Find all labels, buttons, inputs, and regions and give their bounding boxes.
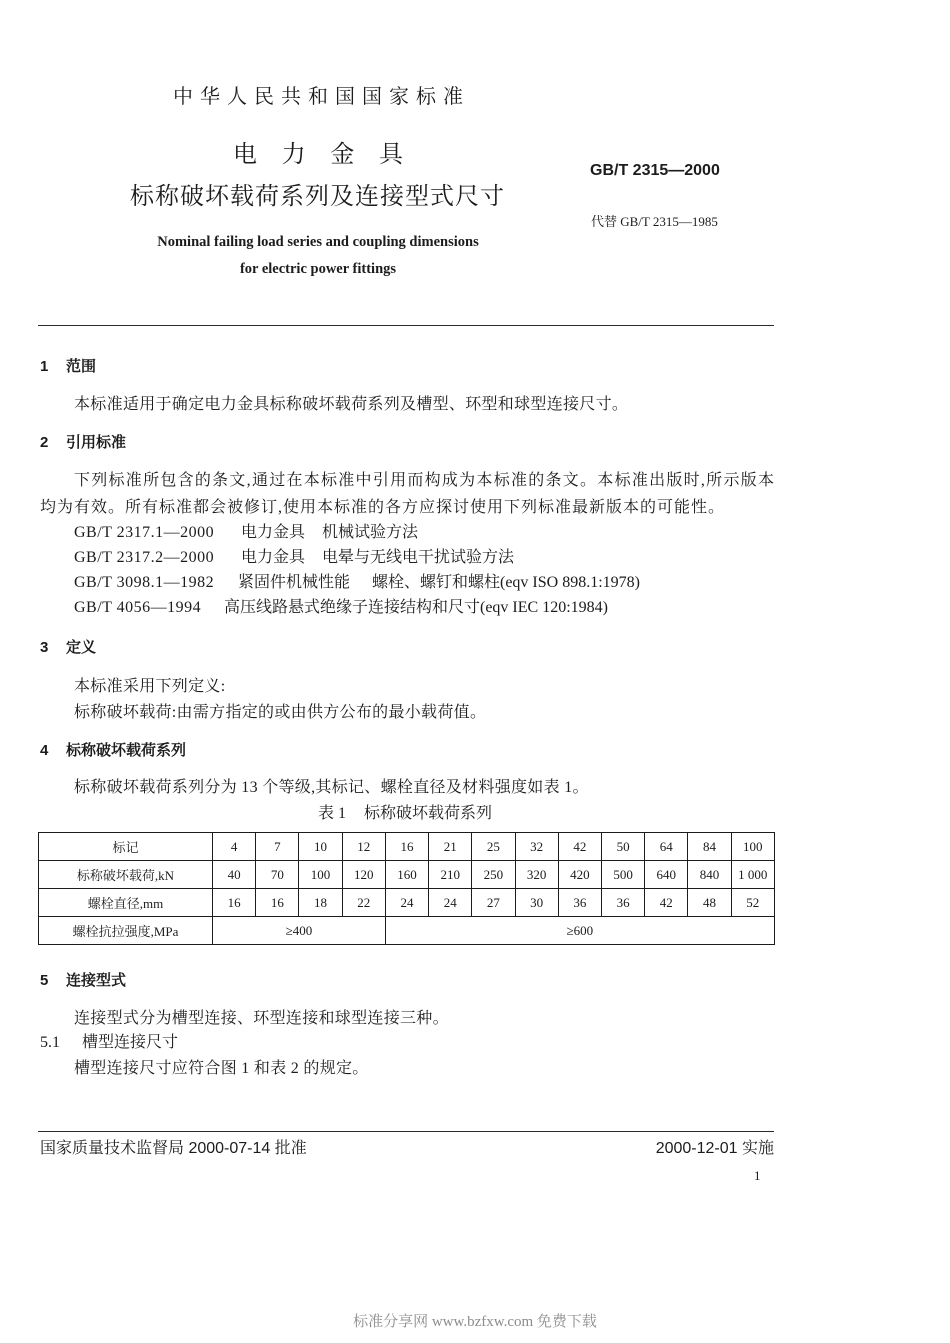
section-number: 1 — [40, 358, 49, 375]
section-number: 3 — [40, 639, 49, 656]
page-number: 1 — [754, 1168, 761, 1183]
section-1-heading — [40, 357, 97, 377]
subsection-number: 5.1 — [40, 1034, 60, 1051]
reference-item — [0, 573, 800, 593]
table-cell: 120 — [342, 861, 385, 889]
table-cell: 21 — [429, 833, 472, 861]
table-cell: 24 — [429, 889, 472, 917]
reference-subject: 电晕与无线电干扰试验方法 — [322, 549, 515, 566]
title-en-line2: for electric power fittings — [239, 261, 397, 277]
row-label: 标称破坏载荷,kN — [39, 861, 213, 889]
table-cell: 10 — [299, 833, 342, 861]
table-cell: ≥600 — [385, 917, 774, 945]
reference-code: GB/T 2317.2—2000 — [74, 549, 215, 566]
reference-code: GB/T 3098.1—1982 — [74, 574, 215, 591]
table-cell: 64 — [645, 833, 688, 861]
reference-name: 电力金具 — [241, 524, 306, 541]
approval-statement: 国家质量技术监督局 2000-07-14 批准 — [40, 1140, 307, 1157]
reference-code: GB/T 4056—1994 — [74, 599, 202, 616]
section-4-text: 标称破坏载荷系列分为 13 个等级,其标记、螺栓直径及材料强度如表 1。 — [74, 779, 589, 796]
table-cell: 50 — [601, 833, 644, 861]
implementation-date: 2000-12-01 实施 — [655, 1140, 774, 1157]
section-4-heading — [40, 741, 187, 761]
row-label: 螺栓直径,mm — [39, 889, 213, 917]
table-cell: 640 — [645, 861, 688, 889]
table-cell: 500 — [601, 861, 644, 889]
subsection-5-1-text: 槽型连接尺寸应符合图 1 和表 2 的规定。 — [74, 1060, 369, 1077]
table-cell: 210 — [429, 861, 472, 889]
definition-text: 标称破坏载荷:由需方指定的或由供方公布的最小载荷值。 — [74, 704, 487, 721]
table-cell: 16 — [256, 889, 299, 917]
table-row — [39, 917, 775, 945]
reference-name: 紧固件机械性能 — [238, 574, 351, 591]
section-title: 标称破坏载荷系列 — [66, 742, 187, 759]
table-cell: 12 — [342, 833, 385, 861]
reference-item — [0, 598, 800, 618]
table-cell: 52 — [731, 889, 774, 917]
section-title: 范围 — [66, 358, 97, 375]
section-number: 2 — [40, 434, 49, 451]
table-cell: 420 — [558, 861, 601, 889]
row-label: 螺栓抗拉强度,MPa — [39, 917, 213, 945]
table-cell: 30 — [515, 889, 558, 917]
table-cell: 36 — [558, 889, 601, 917]
table-cell: 84 — [688, 833, 731, 861]
standard-type: 中华人民共和国国家标准 — [173, 86, 470, 108]
table-cell: 70 — [256, 861, 299, 889]
table-cell: 7 — [256, 833, 299, 861]
section-5-text: 连接型式分为槽型连接、环型连接和球型连接三种。 — [74, 1010, 449, 1027]
section-5-heading — [40, 971, 127, 991]
table-cell: 160 — [385, 861, 428, 889]
table-caption — [318, 804, 492, 824]
table-cell: 32 — [515, 833, 558, 861]
title-cn-line1: 电 力 金 具 — [232, 141, 412, 168]
section-1-text: 本标准适用于确定电力金具标称破坏载荷系列及槽型、环型和球型连接尺寸。 — [74, 396, 629, 413]
watermark: 标准分享网 www.bzfxw.com 免费下载 — [353, 1314, 597, 1330]
load-series-table — [38, 832, 775, 945]
reference-name: 高压线路悬式绝缘子连接结构和尺寸(eqv IEC 120:1984) — [224, 599, 608, 616]
table-cell: 42 — [558, 833, 601, 861]
table-cell: 40 — [213, 861, 256, 889]
table-cell: 100 — [731, 833, 774, 861]
table-cell: 16 — [385, 833, 428, 861]
reference-subject: 机械试验方法 — [322, 524, 419, 541]
section-2-heading — [40, 433, 127, 453]
footer-divider — [38, 1131, 774, 1132]
table-cell: 48 — [688, 889, 731, 917]
table-cell: 320 — [515, 861, 558, 889]
subsection-title: 槽型连接尺寸 — [82, 1034, 179, 1051]
title-en-line1: Nominal failing load series and coupling dimensions — [157, 234, 479, 250]
table-cell: 42 — [645, 889, 688, 917]
section-title: 引用标准 — [66, 434, 127, 451]
table-cell: 1 000 — [731, 861, 774, 889]
table-cell: 22 — [342, 889, 385, 917]
header-divider — [38, 325, 774, 326]
subsection-5-1-heading — [40, 1033, 179, 1053]
row-label: 标记 — [39, 833, 213, 861]
section-title: 定义 — [66, 639, 97, 656]
reference-item — [0, 548, 800, 568]
section-2-text: 下列标准所包含的条文,通过在本标准中引用而构成为本标准的条文。本标准出版时,所示版本均为有效。所有标准都会被修订,使用本标准的各方应探讨使用下列标准最新版本的可能性。 — [40, 472, 775, 516]
table-cell: 27 — [472, 889, 515, 917]
table-cell: 18 — [299, 889, 342, 917]
table-cell: 16 — [213, 889, 256, 917]
table-cell: 4 — [213, 833, 256, 861]
reference-name: 电力金具 — [241, 549, 306, 566]
table-row — [39, 833, 775, 861]
section-3-heading — [40, 638, 97, 658]
table-caption-number: 表 1 — [318, 805, 347, 822]
reference-item — [0, 523, 800, 543]
table-cell: 250 — [472, 861, 515, 889]
table-cell: 25 — [472, 833, 515, 861]
table-cell: 100 — [299, 861, 342, 889]
table-caption-title: 标称破坏载荷系列 — [364, 805, 493, 822]
table-cell: 36 — [601, 889, 644, 917]
section-number: 5 — [40, 972, 49, 989]
section-number: 4 — [40, 742, 49, 759]
reference-code: GB/T 2317.1—2000 — [74, 524, 215, 541]
table-cell: 840 — [688, 861, 731, 889]
table-row — [39, 889, 775, 917]
replaces-standard: 代替 GB/T 2315—1985 — [591, 214, 718, 229]
table-row — [39, 861, 775, 889]
definition-intro: 本标准采用下列定义: — [74, 678, 226, 695]
reference-subject: 螺栓、螺钉和螺柱(eqv ISO 898.1:1978) — [372, 574, 640, 591]
table-cell: 24 — [385, 889, 428, 917]
title-cn-line2: 标称破坏载荷系列及连接型式尺寸 — [130, 183, 505, 210]
standard-number: GB/T 2315—2000 — [590, 162, 720, 179]
section-title: 连接型式 — [66, 972, 127, 989]
table-cell: ≥400 — [213, 917, 386, 945]
